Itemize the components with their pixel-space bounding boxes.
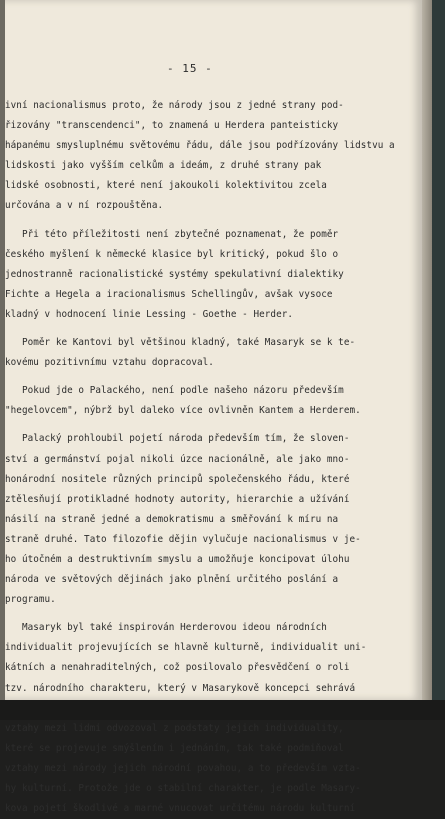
page-edge (422, 0, 432, 700)
text-line: Palacký prohloubil pojetí národa především tím, že sloven- (5, 433, 350, 445)
paragraph-5 (5, 429, 415, 610)
text-line: ho útočném a destruktivním smyslu a umožňuje koncipovat úlohu (5, 553, 350, 565)
text-line: určována a v ní rozpouštěna. (5, 200, 164, 212)
paragraph-4 (5, 381, 415, 421)
text-line: hy kulturní. Protože jde o stabilní charakter, je podle Masary- (5, 783, 361, 794)
text-line: straně druhé. Tato filozofie dějin vylučuje nacionalismus v je- (5, 533, 361, 545)
text-line: českého myšlení k německé klasice byl kritický, pokud šlo o (5, 248, 339, 260)
text-line: ivní nacionalismus proto, že národy jsou z jedné strany pod- (5, 100, 344, 111)
text-line: Při této příležitosti není zbytečné poznamenat, že poměr (5, 228, 339, 240)
text-line: individualit projevujících se hlavně kulturně, individualit uni- (5, 642, 367, 654)
text-line: Masaryk byl také inspirován Herderovou ideou národních (5, 622, 327, 634)
text-line: kovému pozitivnímu vztahu dopracoval. (5, 357, 214, 369)
page-number: - 15 - (167, 62, 213, 75)
text-line: ztělesňují protikladné hodnoty autority, hierarchie a užívání (5, 493, 350, 505)
text-line: Fichte a Hegela a iracionalismus Schellingův, avšak vysoce (5, 288, 333, 300)
paragraph-2 (5, 225, 415, 325)
text-line: hápanému smysluplnému světovému řádu, dále jsou podřízovány lidstvu a (5, 140, 395, 152)
text-line: tzv. národního charakteru, který v Masarykově koncepci sehrává (5, 682, 356, 694)
text-line: kladný v hodnocení linie Lessing - Goethe - Herder. (5, 308, 294, 320)
text-line: kátních a nenahraditelných, což posilovalo přesvědčení o roli (5, 662, 350, 674)
text-line: honárodní nositele různých principů společenského řádu, které (5, 473, 350, 485)
text-line: vztahy mezi národy jejich národní povahou, a to především vzta- (5, 762, 361, 774)
text-line: Poměr ke Kantovi byl většinou kladný, také Masaryk se k te- (5, 337, 356, 349)
book-cover-edge (432, 0, 445, 700)
text-line: Pokud jde o Palackého, není podle našeho názoru především (5, 385, 344, 397)
document-page (5, 0, 422, 815)
text-line: lidskosti jako vyšším celkům a ideám, z druhé strany pak (5, 160, 322, 172)
paragraph-3 (5, 333, 415, 373)
text-line: "hegelovcem", nýbrž byl daleko více ovlivněn Kantem a Herderem. (5, 405, 361, 417)
text-line: národa ve světových dějinách jako plnění určitého poslání a (5, 574, 339, 586)
text-line: jednostranně racionalistické systémy spekulativní dialektiky (5, 268, 344, 280)
text-line: vztahy mezi lidmi odvozoval z podstaty jejich individuality, (5, 722, 344, 734)
text-line: násilí na straně jedné a demokratismu a směřování k míru na (5, 513, 339, 525)
text-line: ství a germánství pojal nikoli úzce nacionálně, ale jako mno- (5, 453, 350, 465)
text-line: programu. (5, 594, 56, 606)
paragraph-1 (5, 96, 415, 217)
text-line: kova pojetí škodlivé a marné vnucovat určitému národu kulturní (5, 803, 356, 815)
text-line: řizovány "transcendenci", to znamená u Herdera panteisticky (5, 120, 339, 132)
text-line: lidské osobnosti, které není jakoukoli kolektivitou zcela (5, 180, 327, 192)
text-line: které se projevuje smýšlením i jednáním, tak také podmiňoval (5, 742, 344, 754)
scan-bottom-edge (0, 700, 445, 720)
